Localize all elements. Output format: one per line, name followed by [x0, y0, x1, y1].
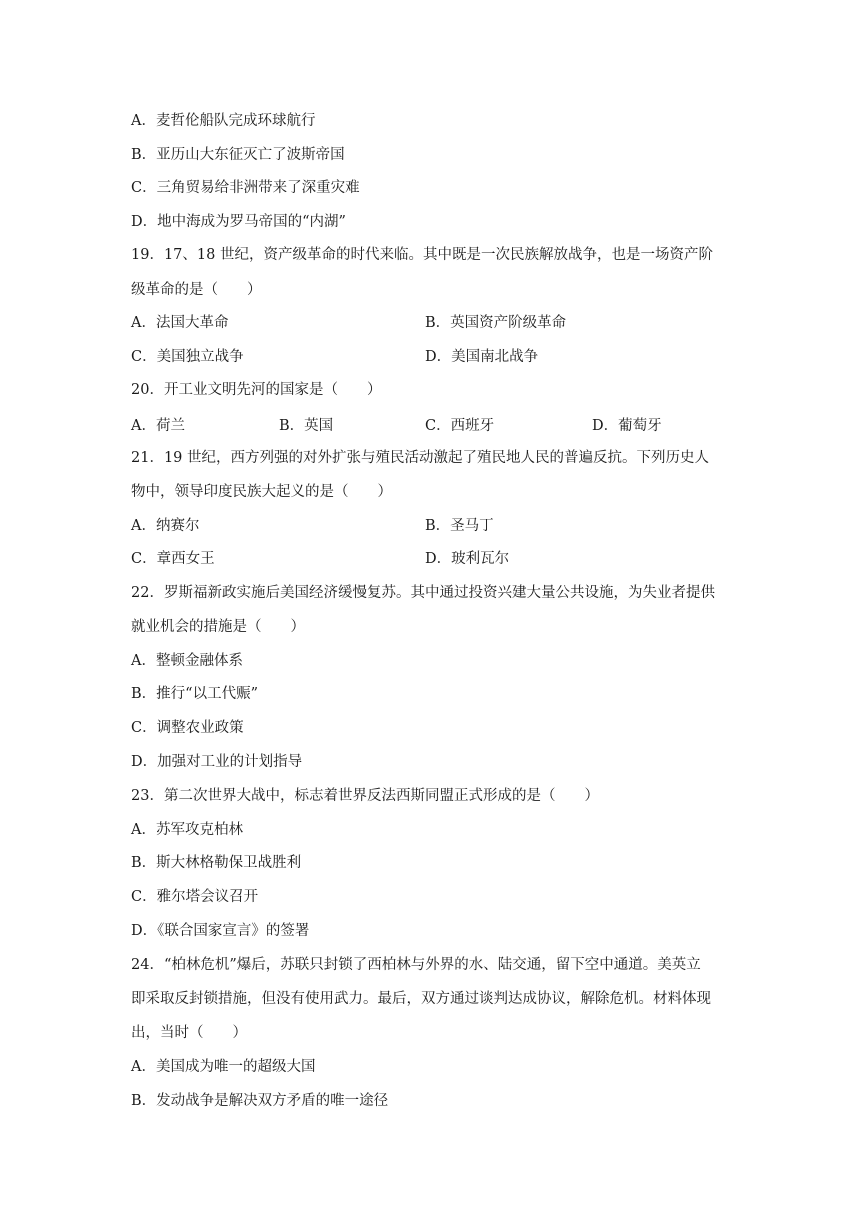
q22-option-a: A．整顿金融体系 [131, 653, 243, 669]
q21-stem-line-1: 21．19 世纪，西方列强的对外扩张与殖民活动激起了殖民地人民的普遍反抗。下列历史人 [131, 450, 710, 466]
q21-option-c: C．章西女王 [131, 551, 215, 567]
q23-stem: 23．第二次世界大战中，标志着世界反法西斯同盟正式形成的是（ ） [131, 788, 599, 804]
q19-option-a: A．法国大革命 [131, 315, 229, 331]
q21-option-b: B．圣马丁 [425, 518, 494, 534]
q18-option-d: D．地中海成为罗马帝国的“内湖” [131, 214, 346, 230]
q21-option-d: D．玻利瓦尔 [425, 551, 510, 567]
q20-options-row [131, 414, 731, 434]
q18-option-a: A．麦哲伦船队完成环球航行 [131, 113, 316, 129]
q20-option-b: B．英国 [279, 418, 334, 434]
q20-stem: 20．开工业文明先河的国家是（ ） [131, 382, 382, 398]
q24-option-b: B．发动战争是解决双方矛盾的唯一途径 [131, 1093, 389, 1109]
q19-stem-line-1: 19．17、18 世纪，资产级革命的时代来临。其中既是一次民族解放战争，也是一场资产阶 [131, 247, 713, 263]
q19-option-b: B．英国资产阶级革命 [425, 315, 567, 331]
q19-stem-line-2: 级革命的是（ ） [131, 282, 262, 298]
q22-stem-line-1: 22．罗斯福新政实施后美国经济缓慢复苏。其中通过投资兴建大量公共设施，为失业者提供 [131, 585, 715, 601]
q20-option-d: D．葡萄牙 [592, 418, 662, 434]
q24-stem-line-1: 24．“柏林危机”爆后，苏联只封锁了西柏林与外界的水、陆交通，留下空中通道。美英立 [131, 957, 701, 973]
q24-option-a: A．美国成为唯一的超级大国 [131, 1059, 316, 1075]
q20-option-a: A．荷兰 [131, 418, 185, 434]
q22-stem-line-2: 就业机会的措施是（ ） [131, 619, 305, 635]
q20-option-c: C．西班牙 [425, 418, 495, 434]
q19-option-d: D．美国南北战争 [425, 349, 539, 365]
q21-stem-line-2: 物中，领导印度民族大起义的是（ ） [131, 484, 392, 500]
q23-option-d: D．《联合国家宣言》的签署 [131, 923, 310, 939]
q22-option-d: D．加强对工业的计划指导 [131, 754, 303, 770]
q18-option-c: C．三角贸易给非洲带来了深重灾难 [131, 180, 360, 196]
q18-option-b: B．亚历山大东征灭亡了波斯帝国 [131, 147, 345, 163]
q22-option-c: C．调整农业政策 [131, 720, 244, 736]
q24-stem-line-3: 出，当时（ ） [131, 1025, 247, 1041]
q23-option-b: B．斯大林格勒保卫战胜利 [131, 855, 302, 871]
q23-option-c: C．雅尔塔会议召开 [131, 889, 259, 905]
q22-option-b: B．推行“以工代赈” [131, 686, 258, 702]
q19-option-c: C．美国独立战争 [131, 349, 244, 365]
q24-stem-line-2: 即采取反封锁措施，但没有使用武力。最后，双方通过谈判达成协议，解除危机。材料体现 [131, 991, 711, 1007]
q21-option-a: A．纳赛尔 [131, 518, 200, 534]
q23-option-a: A．苏军攻克柏林 [131, 822, 243, 838]
